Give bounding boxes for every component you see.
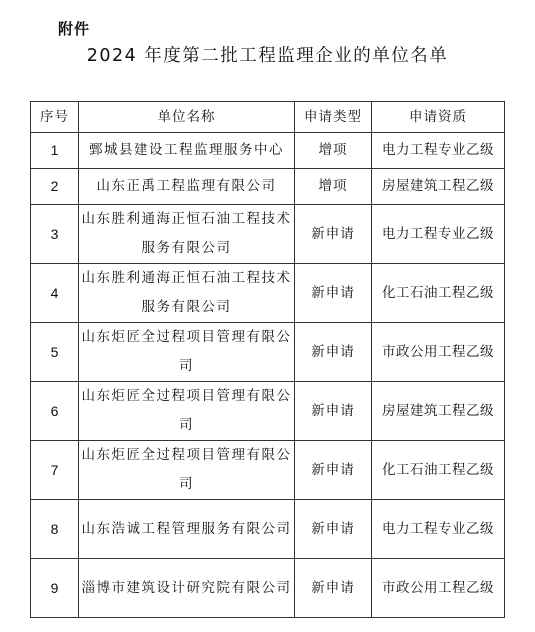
- table-row: [31, 133, 505, 169]
- row-qualification: 电力工程专业乙级: [372, 205, 505, 264]
- row-no: 2: [31, 169, 79, 205]
- table-header-row: [31, 102, 505, 133]
- table-row: [31, 264, 505, 323]
- row-application-type: 新申请: [295, 264, 372, 323]
- header-application-type: 申请类型: [295, 102, 372, 133]
- row-unit-name: 山东炬匠全过程项目管理有限公司: [79, 382, 295, 441]
- row-no: 6: [31, 382, 79, 441]
- row-no: 7: [31, 441, 79, 500]
- row-unit-name: 鄄城县建设工程监理服务中心: [79, 133, 295, 169]
- row-no: 5: [31, 323, 79, 382]
- table-row: [31, 559, 505, 618]
- row-application-type: 新申请: [295, 559, 372, 618]
- row-qualification: 化工石油工程乙级: [372, 264, 505, 323]
- row-qualification: 房屋建筑工程乙级: [372, 169, 505, 205]
- table-row: [31, 441, 505, 500]
- table-row: [31, 169, 505, 205]
- row-qualification: 化工石油工程乙级: [372, 441, 505, 500]
- row-application-type: 增项: [295, 169, 372, 205]
- row-application-type: 新申请: [295, 441, 372, 500]
- row-application-type: 新申请: [295, 205, 372, 264]
- row-no: 9: [31, 559, 79, 618]
- row-application-type: 增项: [295, 133, 372, 169]
- row-qualification: 电力工程专业乙级: [372, 500, 505, 559]
- row-unit-name: 山东炬匠全过程项目管理有限公司: [79, 441, 295, 500]
- row-qualification: 市政公用工程乙级: [372, 323, 505, 382]
- attachment-label: 附件: [58, 20, 91, 38]
- table-row: [31, 500, 505, 559]
- row-no: 1: [31, 133, 79, 169]
- row-qualification: 电力工程专业乙级: [372, 133, 505, 169]
- row-unit-name: 山东胜利通海正恒石油工程技术服务有限公司: [79, 205, 295, 264]
- table-row: [31, 323, 505, 382]
- row-application-type: 新申请: [295, 500, 372, 559]
- unit-list-table: [30, 101, 505, 618]
- row-qualification: 市政公用工程乙级: [372, 559, 505, 618]
- row-unit-name: 淄博市建筑设计研究院有限公司: [79, 559, 295, 618]
- row-no: 3: [31, 205, 79, 264]
- row-application-type: 新申请: [295, 382, 372, 441]
- row-no: 4: [31, 264, 79, 323]
- row-unit-name: 山东炬匠全过程项目管理有限公司: [79, 323, 295, 382]
- row-unit-name: 山东浩诚工程管理服务有限公司: [79, 500, 295, 559]
- header-qualification: 申请资质: [372, 102, 505, 133]
- row-qualification: 房屋建筑工程乙级: [372, 382, 505, 441]
- table-row: [31, 205, 505, 264]
- row-unit-name: 山东胜利通海正恒石油工程技术服务有限公司: [79, 264, 295, 323]
- row-no: 8: [31, 500, 79, 559]
- row-application-type: 新申请: [295, 323, 372, 382]
- header-unit-name: 单位名称: [79, 102, 295, 133]
- table-row: [31, 382, 505, 441]
- page-title: 2024 年度第二批工程监理企业的单位名单: [86, 46, 449, 66]
- header-no: 序号: [31, 102, 79, 133]
- row-unit-name: 山东正禹工程监理有限公司: [79, 169, 295, 205]
